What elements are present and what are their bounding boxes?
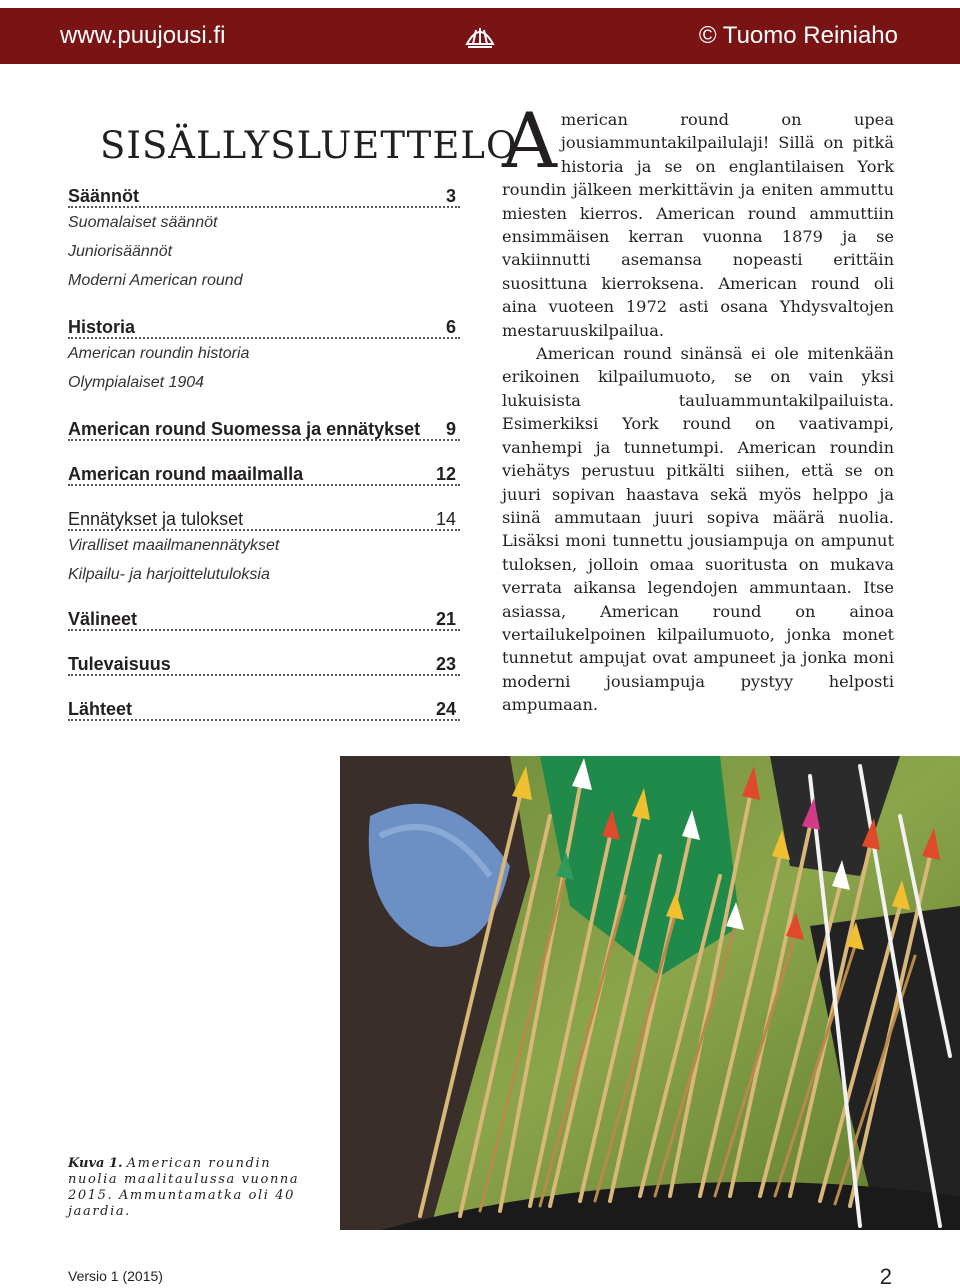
- article-paragraph: American round sinänsä ei ole mitenkään erikoinen kilpailumuoto, se on vain yksi lukuisista tauluammuntakilpailuista. Esimerkiksi York round on vaativampi, vanhempi ja tunnetumpi. American roundin viehätys perustuu pitkälti siihen, että se on juuri sopivan haastava sekä myös helppo ja siinä ammutaan juuri sopiva määrä nuolia. Lisäksi moni tunnettu jousiampuja on ampunut tuloksen, jolloin omaa suoritusta on mukava verrata aikansa legendojen ammuntaan. Itse asiassa, American round on ainoa vertailukelpoinen kilpailumuoto, jonka monet tunnetut ampujat ovat ampuneet ja jonka moni moderni jousiampuja pystyy helposti ampumaan.: [502, 344, 894, 715]
- toc-entry-historia[interactable]: Historia 6: [68, 315, 460, 339]
- toc-entry-valineet[interactable]: Välineet 21: [68, 607, 460, 631]
- version-label: Versio 1 (2015): [68, 1268, 163, 1284]
- toc-subentry[interactable]: Viralliset maailmanennätykset: [68, 537, 280, 554]
- toc-entry-tulevaisuus[interactable]: Tulevaisuus 23: [68, 652, 460, 676]
- figure-caption: [68, 1156, 322, 1220]
- article-body: [502, 96, 894, 717]
- toc-entry-ennatykset[interactable]: Ennätykset ja tulokset 14: [68, 507, 460, 531]
- toc-entry-saannot[interactable]: Säännöt 3: [68, 184, 460, 208]
- arrows-photo: [340, 756, 960, 1230]
- article-paragraph: American round on upea jousiammuntakilpailulaji! Sillä on pitkä historia ja se on englantilaisen York roundin jälkeen merkittävin ja eniten ammuttu miesten kierros. American round ammuttiin ensimmäisen kerran vuonna 1879 ja se vakiinnutti asemansa nopeasti erittäin suosittuna kierroksena. American round oli aina vuoteen 1972 asti osana Yhdysvaltojen mestaruuskilpailua.: [502, 96, 894, 340]
- toc-title: SISÄLLYSLUETTELO: [100, 124, 518, 167]
- figure-label: Kuva 1.: [68, 1156, 123, 1171]
- toc-subentry[interactable]: Olympialaiset 1904: [68, 374, 205, 391]
- toc-subentry[interactable]: American roundin historia: [68, 345, 250, 362]
- site-url[interactable]: www.puujousi.fi: [60, 22, 226, 49]
- page-header: [0, 8, 960, 64]
- arrows-in-target-image: [340, 756, 960, 1230]
- figure-caption-text: American roundin nuolia maalitaulussa vuonna 2015. Ammuntamatka oli 40 jaardia.: [68, 1156, 300, 1219]
- toc-subentry[interactable]: Juniorisäännöt: [68, 243, 173, 260]
- toc-entry-maailmalla[interactable]: American round maailmalla 12: [68, 462, 460, 486]
- toc-entry-lahteet[interactable]: Lähteet 24: [68, 697, 460, 721]
- table-of-contents: [68, 184, 460, 721]
- toc-subentry[interactable]: Moderni American round: [68, 272, 243, 289]
- drop-cap: A: [502, 96, 557, 185]
- toc-subentry[interactable]: Kilpailu- ja harjoittelutuloksia: [68, 566, 270, 583]
- toc-subentry[interactable]: Suomalaiset säännöt: [68, 214, 218, 231]
- toc-entry-suomessa[interactable]: American round Suomessa ja ennätykset 9: [68, 417, 460, 441]
- page-number: 2: [879, 1264, 892, 1288]
- copyright: © Tuomo Reiniaho: [698, 22, 898, 49]
- shell-logo-icon: [463, 22, 497, 50]
